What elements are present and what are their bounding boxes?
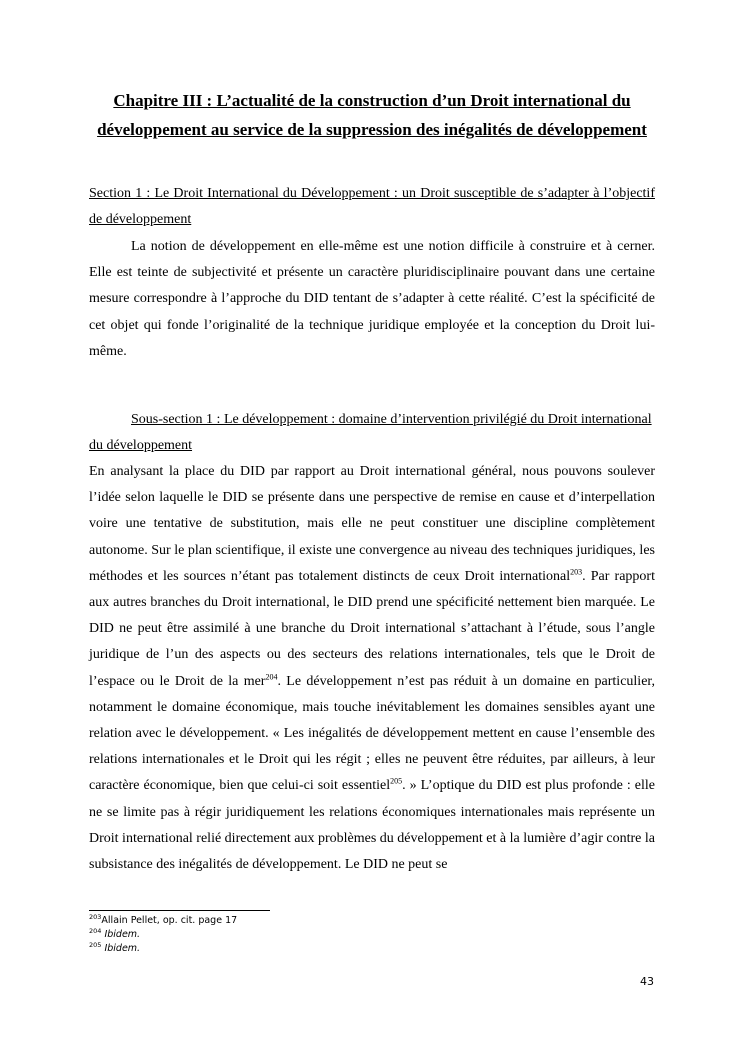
footnote-ref-205: 205 — [390, 776, 403, 786]
footnote-203 — [89, 914, 489, 928]
footnote-number: 203 — [89, 912, 102, 921]
footnote-205 — [89, 942, 489, 956]
footnotes — [89, 914, 489, 956]
footnote-ref-204: 204 — [265, 671, 278, 681]
chapter-title: Chapitre III : L’actualité de la construction d’un Droit international du développement au service de la suppression des inégalités de développement — [97, 91, 647, 139]
footnote-number: 204 — [89, 926, 102, 935]
footnote-text: Ibidem. — [104, 929, 141, 940]
paragraph-intro: La notion de développement en elle-même est une notion difficile à construire et à cerner. Elle est teinte de subjectivité et présente un caractère pluridisciplinaire pouvant dans une certaine mesure correspondre à l’approche du DID tentant de s’adapter à cette réalité. C’est la spécificité de cet objet qui fonde l’originalité de la technique juridique employée et la conception du Droit lui-même. — [89, 239, 655, 359]
footnote-number: 205 — [89, 940, 102, 949]
paragraph-main — [89, 459, 655, 878]
footnote-text: Ibidem. — [104, 943, 141, 954]
footnote-separator — [89, 910, 270, 911]
section-title: Section 1 : Le Droit International du Développement : un Droit susceptible de s’adapter à l’objectif de développement — [89, 186, 655, 227]
footnote-ref-203: 203 — [570, 567, 583, 577]
paragraph-main-text-b: . Par rapport aux autres branches du Droit international, le DID prend une spécificité nettement bien marquée. Le DID ne peut être assimilé à une branche du Droit international s’attachant à l’étude, sous l’angle juridique de l’un des aspects ou des secteurs des relations internationales, tels que le Droit de l’espace ou le Droit de la mer — [89, 568, 655, 689]
footnote-204 — [89, 928, 489, 942]
footnote-text: Allain Pellet, op. cit. page 17 — [101, 915, 238, 926]
paragraph-main-text-c: . Le développement n’est pas réduit à un domaine en particulier, notamment le domaine économique, mais touche inévitablement les domaines sensibles ayant une relation avec le développement. « Les inégalités de développement mettent en cause l’ensemble des relations internationales et le Droit qui les régit ; elles ne peuvent être réduites, par ailleurs, à leur caractère économique, bien que celui-ci soit essentiel — [89, 673, 656, 794]
page-number: 43 — [640, 975, 654, 988]
paragraph-main-text-a: En analysant la place du DID par rapport au Droit international général, nous pouvons soulever l’idée selon laquelle le DID se présente dans une perspective de remise en cause et d’interpellation voire une tentative de substitution, mais elle ne peut constituer une discipline complètement autonome. Sur le plan scientifique, il existe une convergence au niveau des techniques juridiques, les méthodes et les sources n’étant pas totalement distincts de ceux Droit international — [89, 464, 655, 584]
subsection-title: Sous-section 1 : Le développement : domaine d’intervention privilégié du Droit international du développement — [89, 412, 652, 453]
paragraph-main-text-d: . » L’optique du DID est plus profonde : elle ne se limite pas à régir juridiquement les relations économiques internationales mais représente un Droit international relié directement aux problèmes du développement et à la lumière d’agir contre la subsistance des inégalités de développement. Le DID ne peut se — [89, 778, 655, 873]
